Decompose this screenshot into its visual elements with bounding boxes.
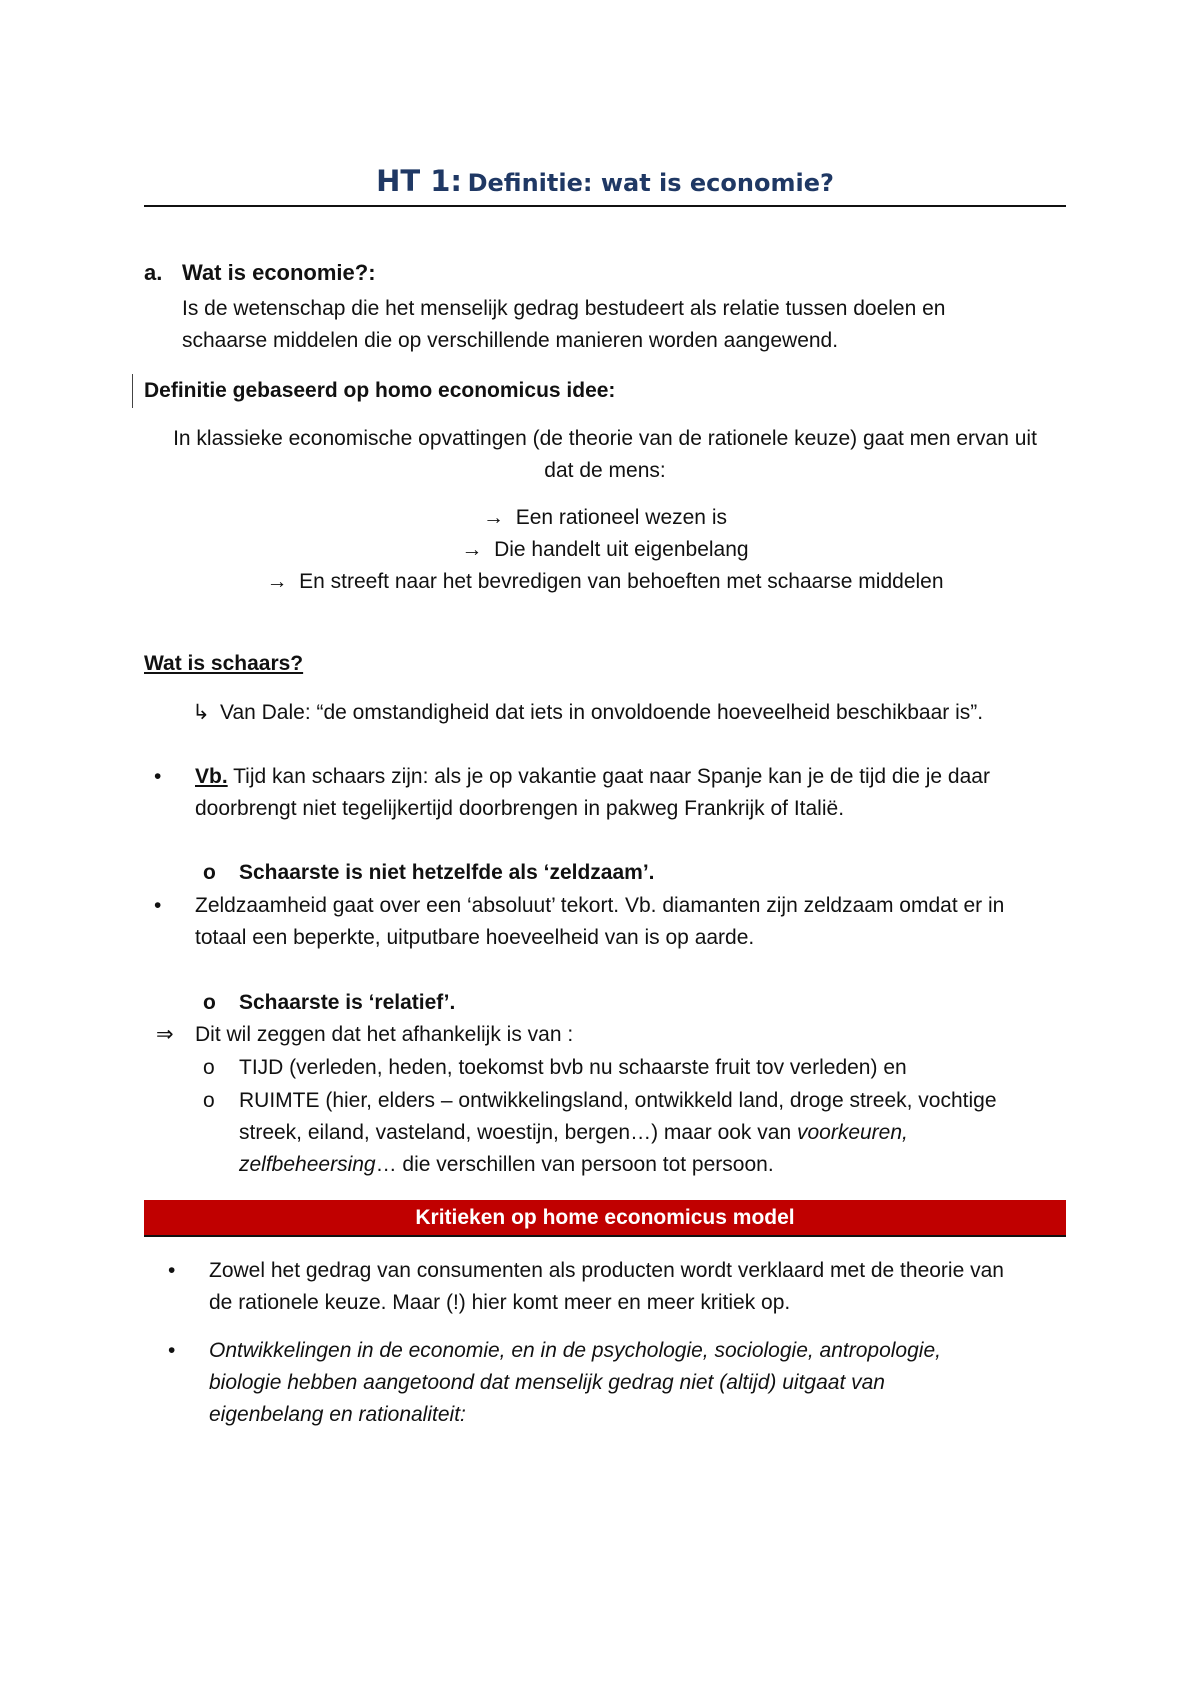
example-label: Vb. [195,765,228,788]
sub-point-1: Schaarste is niet hetzelfde als ‘zeldzaam’. [239,861,655,884]
ruimte-line-3-italic: zelfbeheersing [239,1153,376,1176]
circle-bullet-icon: o [203,991,216,1014]
van-dale-line [182,697,983,729]
arrow-icon: → [483,506,505,529]
bullet-icon: • [154,765,162,788]
ruimte-line-2-italic: voorkeuren, [796,1121,908,1144]
circle-bullet-icon: o [203,1056,215,1079]
kritiek-bullet-2-line-1: Ontwikkelingen in de economie, en in de psychologie, sociologie, antropologie, [209,1339,941,1362]
example-text: Tijd kan schaars zijn: als je op vakantie gaat naar Spanje kan je de tijd die je daar [227,765,990,788]
bullet-icon: • [168,1259,176,1282]
kritieken-banner: Kritieken op home economicus model [144,1200,1066,1235]
ruimte-line-2 [239,1117,908,1149]
arrow-item-text: En streeft naar het bevredigen van behoeften met schaarse middelen [299,570,944,593]
ruimte-line-3-text: … die verschillen van persoon tot persoon. [375,1153,774,1176]
kritiek-bullet-2-line-3: eigenbelang en rationaliteit: [209,1403,466,1426]
example-line-2: doorbrengt niet tegelijkertijd doorbrengen in pakweg Frankrijk of Italië. [195,797,845,820]
ruimte-line-3 [239,1149,774,1181]
intro-line-2: dat de mens: [544,459,666,482]
arrow-item-1 [144,502,1066,534]
zeldzaam-line-1: Zeldzaamheid gaat over een ‘absoluut’ tekort. Vb. diamanten zijn zeldzaam omdat er in [195,894,1005,917]
circle-bullet-icon: o [203,1089,215,1112]
example-line-1 [195,761,990,793]
kritiek-bullet-2-line-2: biologie hebben aangetoond dat menselijk gedrag niet (altijd) uitgaat van [209,1371,885,1394]
intro-line-1: In klassieke economische opvattingen (de theorie van de rationele keuze) gaat men ervan uit [173,427,1037,450]
section-a-label: a. [144,260,163,285]
circle-bullet-icon: o [203,861,216,884]
arrow-item-text: Die handelt uit eigenbelang [494,538,749,561]
ruimte-line-1: RUIMTE (hier, elders – ontwikkelingsland, ontwikkeld land, droge streek, vochtige [239,1089,997,1112]
title-underline [144,205,1066,207]
arrow-item-text: Een rationeel wezen is [515,506,727,529]
van-dale-text: Van Dale: “de omstandigheid dat iets in onvoldoende hoeveelheid beschikbaar is”. [220,701,984,724]
zeldzaam-line-2: totaal een beperkte, uitputbare hoeveelheid van is op aarde. [195,926,755,949]
schaars-heading: Wat is schaars? [144,652,304,675]
sub-point-2: Schaarste is ‘relatief’. [239,991,456,1014]
arrow-item-2 [144,534,1066,566]
bullet-icon: • [168,1339,176,1362]
ruimte-line-2-text: streek, eiland, vasteland, woestijn, bergen…) maar ook van [239,1121,797,1144]
arrow-icon: → [266,570,288,593]
bullet-icon: • [154,894,162,917]
section-a-heading [144,260,376,286]
section-a-line-2: schaarse middelen die op verschillende manieren worden aangewend. [182,329,839,352]
implies-icon: ⇒ [156,1023,174,1046]
title-text: Definitie: wat is economie? [467,169,834,197]
kritiek-bullet-1-line-2: de rationele keuze. Maar (!) hier komt meer en meer kritiek op. [209,1291,791,1314]
section-a-line-1: Is de wetenschap die het menselijk gedrag bestudeert als relatie tussen doelen en [182,297,946,320]
page-title [144,164,1066,198]
tijd-item: TIJD (verleden, heden, toekomst bvb nu schaarste fruit tov verleden) en [239,1056,907,1079]
title-prefix: HT 1: [376,164,463,198]
arrow-icon: → [461,538,483,561]
arrow-item-3 [144,566,1066,598]
return-arrow-icon: ↳ [192,701,210,724]
change-bar [132,374,133,408]
section-a-title: Wat is economie?: [182,260,376,285]
banner-underline [144,1235,1066,1237]
implies-text: Dit wil zeggen dat het afhankelijk is van : [195,1023,574,1046]
homo-economicus-heading: Definitie gebaseerd op homo economicus idee: [144,379,616,402]
kritiek-bullet-1-line-1: Zowel het gedrag van consumenten als producten wordt verklaard met de theorie van [209,1259,1004,1282]
